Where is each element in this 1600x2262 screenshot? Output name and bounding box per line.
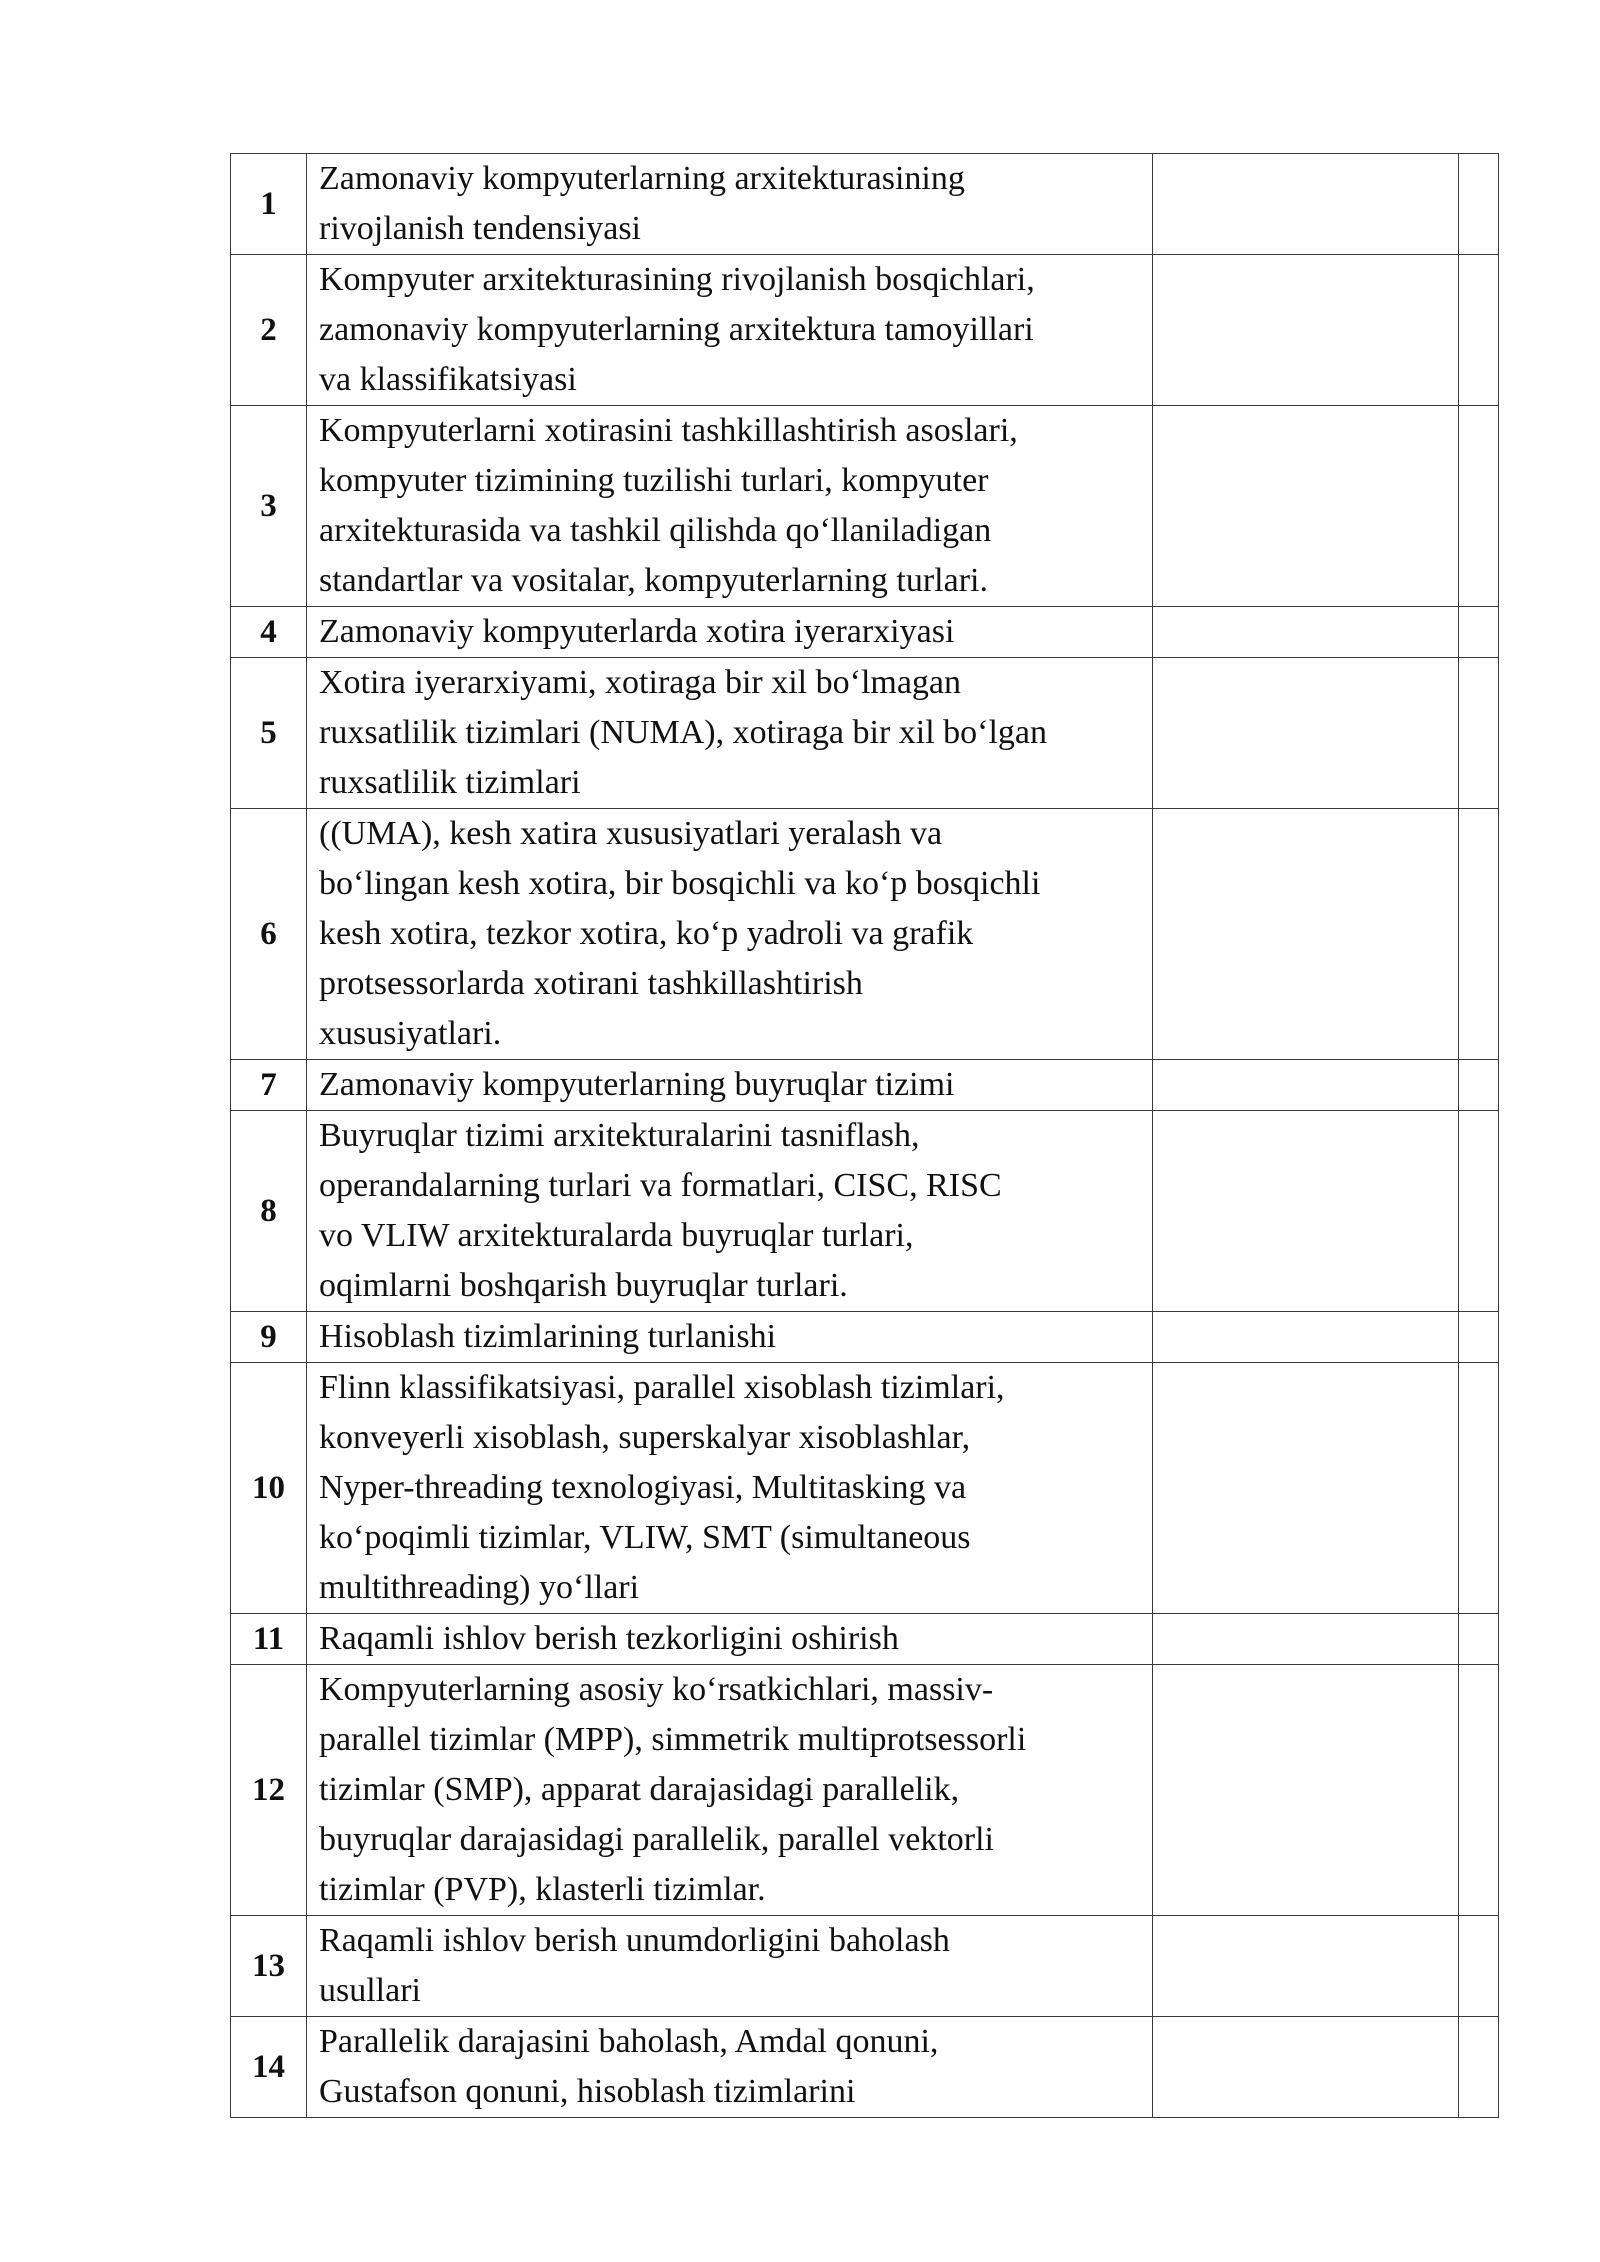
topic-line: Kompyuterlarni xotirasini tashkillashtirish asoslari, bbox=[319, 412, 1018, 449]
topic-cell bbox=[307, 406, 1153, 607]
topic-cell bbox=[307, 809, 1153, 1060]
empty-cell-narrow bbox=[1459, 1614, 1499, 1665]
table-row bbox=[231, 1363, 1499, 1614]
topic-cell bbox=[307, 1363, 1153, 1614]
topic-cell bbox=[307, 2017, 1153, 2118]
topic-line: bo‘lingan kesh xotira, bir bosqichli va ko‘p bosqichli bbox=[319, 865, 1041, 902]
empty-cell bbox=[1153, 1363, 1459, 1614]
row-number: 5 bbox=[231, 658, 307, 809]
table-row bbox=[231, 406, 1499, 607]
empty-cell-narrow bbox=[1459, 154, 1499, 255]
table-row bbox=[231, 1916, 1499, 2017]
empty-cell bbox=[1153, 2017, 1459, 2118]
topics-table bbox=[230, 153, 1499, 2118]
table-row bbox=[231, 809, 1499, 1060]
topic-line: Zamonaviy kompyuterlarning buyruqlar tizimi bbox=[319, 1066, 955, 1103]
table-row bbox=[231, 1614, 1499, 1665]
topic-line: ko‘poqimli tizimlar, VLIW, SMT (simultaneous bbox=[319, 1519, 971, 1556]
topic-line: Parallelik darajasini baholash, Amdal qonuni, bbox=[319, 2023, 939, 2060]
row-number: 9 bbox=[231, 1312, 307, 1363]
empty-cell bbox=[1153, 1614, 1459, 1665]
topic-line: Zamonaviy kompyuterlarning arxitekturasining bbox=[319, 160, 965, 197]
topic-line: Gustafson qonuni, hisoblash tizimlarini bbox=[319, 2073, 856, 2110]
topic-cell bbox=[307, 1916, 1153, 2017]
table-row bbox=[231, 1111, 1499, 1312]
topic-line: konveyerli xisoblash, superskalyar xisoblashlar, bbox=[319, 1419, 971, 1456]
topic-line: usullari bbox=[319, 1972, 421, 2009]
topic-line: parallel tizimlar (MPP), simmetrik multiprotsessorli bbox=[319, 1721, 1027, 1758]
topic-line: Buyruqlar tizimi arxitekturalarini tasniflash, bbox=[319, 1117, 920, 1154]
topic-line: ruxsatlilik tizimlari (NUMA), xotiraga bir xil bo‘lgan bbox=[319, 714, 1048, 751]
topic-line: kompyuter tizimining tuzilishi turlari, kompyuter bbox=[319, 462, 989, 499]
empty-cell bbox=[1153, 1312, 1459, 1363]
topic-line: ((UMA), kesh xatira xususiyatlari yeralash va bbox=[319, 815, 943, 852]
topic-line: tizimlar (SMP), apparat darajasidagi parallelik, bbox=[319, 1771, 960, 1808]
empty-cell bbox=[1153, 154, 1459, 255]
empty-cell-narrow bbox=[1459, 658, 1499, 809]
topic-line: Xotira iyerarxiyami, xotiraga bir xil bo‘lmagan bbox=[319, 664, 962, 701]
row-number: 4 bbox=[231, 607, 307, 658]
topic-cell bbox=[307, 1111, 1153, 1312]
topic-line: rivojlanish tendensiyasi bbox=[319, 210, 642, 247]
table-row bbox=[231, 1060, 1499, 1111]
row-number: 6 bbox=[231, 809, 307, 1060]
table-row bbox=[231, 154, 1499, 255]
topic-line: arxitekturasida va tashkil qilishda qo‘llaniladigan bbox=[319, 512, 992, 549]
row-number: 13 bbox=[231, 1916, 307, 2017]
row-number: 2 bbox=[231, 255, 307, 406]
row-number: 8 bbox=[231, 1111, 307, 1312]
empty-cell bbox=[1153, 658, 1459, 809]
empty-cell-narrow bbox=[1459, 1363, 1499, 1614]
topic-cell bbox=[307, 1060, 1153, 1111]
topic-line: Kompyuter arxitekturasining rivojlanish bosqichlari, bbox=[319, 261, 1035, 298]
row-number: 14 bbox=[231, 2017, 307, 2118]
topic-line: zamonaviy kompyuterlarning arxitektura tamoyillari bbox=[319, 311, 1034, 348]
topic-line: Flinn klassifikatsiyasi, parallel xisoblash tizimlari, bbox=[319, 1369, 1005, 1406]
empty-cell-narrow bbox=[1459, 607, 1499, 658]
row-number: 3 bbox=[231, 406, 307, 607]
table-row bbox=[231, 607, 1499, 658]
topic-line: protsessorlarda xotirani tashkillashtirish bbox=[319, 965, 863, 1002]
topic-line: operandalarning turlari va formatlari, CISC, RISC bbox=[319, 1167, 1002, 1204]
empty-cell-narrow bbox=[1459, 1665, 1499, 1916]
empty-cell-narrow bbox=[1459, 1111, 1499, 1312]
topic-line: xususiyatlari. bbox=[319, 1015, 502, 1052]
empty-cell-narrow bbox=[1459, 406, 1499, 607]
empty-cell bbox=[1153, 1060, 1459, 1111]
empty-cell bbox=[1153, 406, 1459, 607]
topic-line: multithreading) yo‘llari bbox=[319, 1569, 640, 1606]
empty-cell-narrow bbox=[1459, 2017, 1499, 2118]
row-number: 11 bbox=[231, 1614, 307, 1665]
topic-cell bbox=[307, 1312, 1153, 1363]
topic-line: standartlar va vositalar, kompyuterlarning turlari. bbox=[319, 562, 988, 599]
topic-line: Kompyuterlarning asosiy ko‘rsatkichlari, massiv- bbox=[319, 1671, 994, 1708]
table-row bbox=[231, 1665, 1499, 1916]
topic-cell bbox=[307, 154, 1153, 255]
table-row bbox=[231, 2017, 1499, 2118]
empty-cell bbox=[1153, 1916, 1459, 2017]
empty-cell bbox=[1153, 1665, 1459, 1916]
topic-cell bbox=[307, 607, 1153, 658]
table-row bbox=[231, 255, 1499, 406]
row-number: 10 bbox=[231, 1363, 307, 1614]
topic-line: vo VLIW arxitekturalarda buyruqlar turlari, bbox=[319, 1217, 914, 1254]
row-number: 7 bbox=[231, 1060, 307, 1111]
topic-line: Raqamli ishlov berish unumdorligini baholash bbox=[319, 1922, 950, 1959]
empty-cell-narrow bbox=[1459, 1916, 1499, 2017]
topic-cell bbox=[307, 255, 1153, 406]
empty-cell-narrow bbox=[1459, 1312, 1499, 1363]
empty-cell-narrow bbox=[1459, 809, 1499, 1060]
topic-line: Zamonaviy kompyuterlarda xotira iyerarxiyasi bbox=[319, 613, 955, 650]
row-number: 12 bbox=[231, 1665, 307, 1916]
topic-line: tizimlar (PVP), klasterli tizimlar. bbox=[319, 1871, 766, 1908]
empty-cell bbox=[1153, 607, 1459, 658]
row-number: 1 bbox=[231, 154, 307, 255]
topic-line: Hisoblash tizimlarining turlanishi bbox=[319, 1318, 777, 1355]
empty-cell bbox=[1153, 255, 1459, 406]
topic-cell bbox=[307, 658, 1153, 809]
topic-line: Nyper-threading texnologiyasi, Multitasking va bbox=[319, 1469, 967, 1506]
empty-cell bbox=[1153, 1111, 1459, 1312]
table-row bbox=[231, 1312, 1499, 1363]
empty-cell bbox=[1153, 809, 1459, 1060]
topic-line: kesh xotira, tezkor xotira, ko‘p yadroli va grafik bbox=[319, 915, 974, 952]
topic-line: buyruqlar darajasidagi parallelik, parallel vektorli bbox=[319, 1821, 995, 1858]
topic-line: oqimlarni boshqarish buyruqlar turlari. bbox=[319, 1267, 848, 1304]
topic-cell bbox=[307, 1665, 1153, 1916]
topic-cell bbox=[307, 1614, 1153, 1665]
topic-line: ruxsatlilik tizimlari bbox=[319, 764, 581, 801]
table-row bbox=[231, 658, 1499, 809]
topic-line: Raqamli ishlov berish tezkorligini oshirish bbox=[319, 1620, 899, 1657]
topic-line: va klassifikatsiyasi bbox=[319, 361, 577, 398]
empty-cell-narrow bbox=[1459, 255, 1499, 406]
topics-table-body bbox=[231, 154, 1499, 2118]
empty-cell-narrow bbox=[1459, 1060, 1499, 1111]
